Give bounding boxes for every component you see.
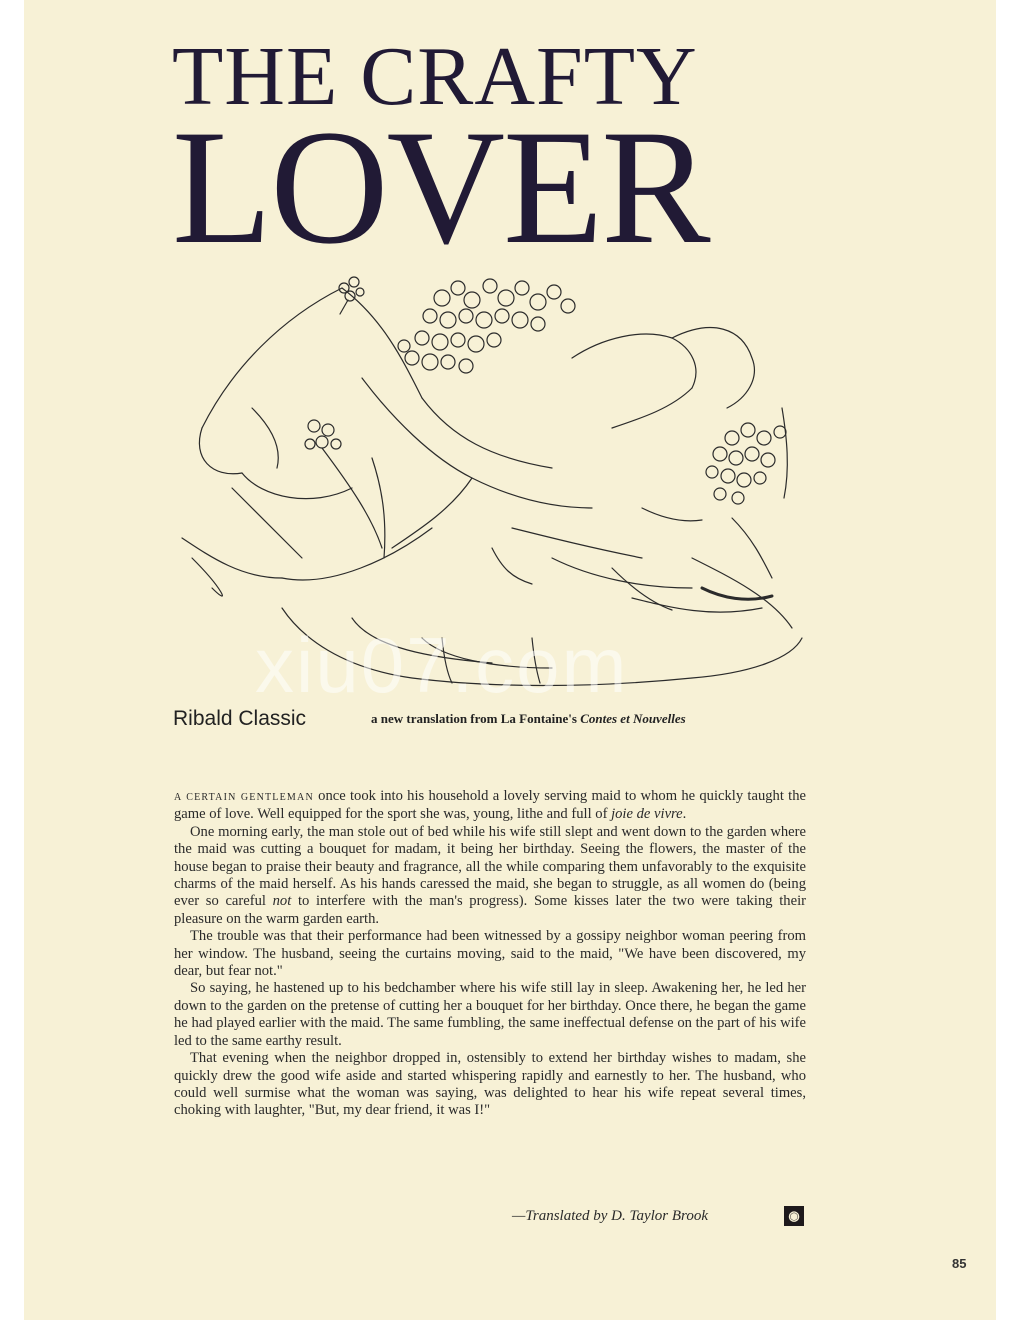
paragraph-1-text: once took into his household a lovely serving maid to whom he quickly taught the game of love. Well equipped for the sport she was, young, lithe and full of — [174, 788, 806, 823]
paragraph-1-end: . — [682, 806, 687, 823]
paragraph-2 — [174, 824, 806, 928]
rabbit-head-endmark-icon: ◉ — [784, 1206, 804, 1226]
paragraph-2-start: One morning early, the man stole out of bed while his wife still slept and went down to the garden where the maid was cutting a bouquet for madam, it being her birthday. Seeing the flowers, the master of the house began to praise their beauty and fragrance, all the while comparing them unfavorably to the exquisite charms of the maid herself. As his hands caressed the maid, she began to struggle, as all women do (being ever so careful — [174, 823, 806, 910]
lead-in: A CERTAIN GENTLEMAN — [174, 792, 314, 803]
paragraph-3: The trouble was that their performance had been witnessed by a gossipy neighbor woman peering from her window. The husband, seeing the curtains moving, said to the maid, "We have been discovered, my dear, but fear not." — [174, 928, 806, 980]
title-line-2: LOVER — [172, 97, 709, 278]
title-line-1: THE CRAFTY — [172, 30, 698, 123]
paragraph-4: So saying, he hastened up to his bedchamber where his wife still lay in sleep. Awakening her, he led her down to the garden on the pretense of cutting her a bouquet for her birthday. Once there, he began the game he had played earlier with the maid. The same fumbling, the same ineffectual defense on the part of his wife led to the same earthy result. — [174, 980, 806, 1049]
paragraph-1 — [174, 788, 806, 824]
paragraph-2-end: to interfere with the man's progress). Some kisses later the two were taking their pleasure on the warm garden earth. — [174, 893, 806, 927]
translator-credit: —Translated by D. Taylor Brook — [512, 1208, 708, 1224]
flower-cluster-small — [305, 420, 341, 449]
paragraph-2-italic: not — [272, 893, 292, 910]
article-body — [174, 788, 806, 1120]
watermark: xiu07.com — [255, 621, 629, 709]
subtitle-work: Contes et Nouvelles — [580, 711, 686, 726]
paragraph-5: That evening when the neighbor dropped in, ostensibly to extend her birthday wishes to madam, she quickly drew the good wife aside and started whispering rapidly and earnestly to her. The husband, who could well surmise what the woman was saying, was delighted to hear his wife repeat several times, choking with laughter, "But, my dear friend, it was I!" — [174, 1050, 806, 1119]
series-heading: Ribald Classic — [173, 707, 307, 730]
flower-cluster-right — [706, 423, 786, 504]
paragraph-1-italic: joie de vivre — [611, 806, 683, 823]
page-number: 85 — [952, 1256, 967, 1271]
subtitle — [371, 711, 686, 727]
subtitle-prefix: a new translation from La Fontaine's — [371, 711, 577, 726]
flower-cluster-top — [398, 279, 575, 373]
